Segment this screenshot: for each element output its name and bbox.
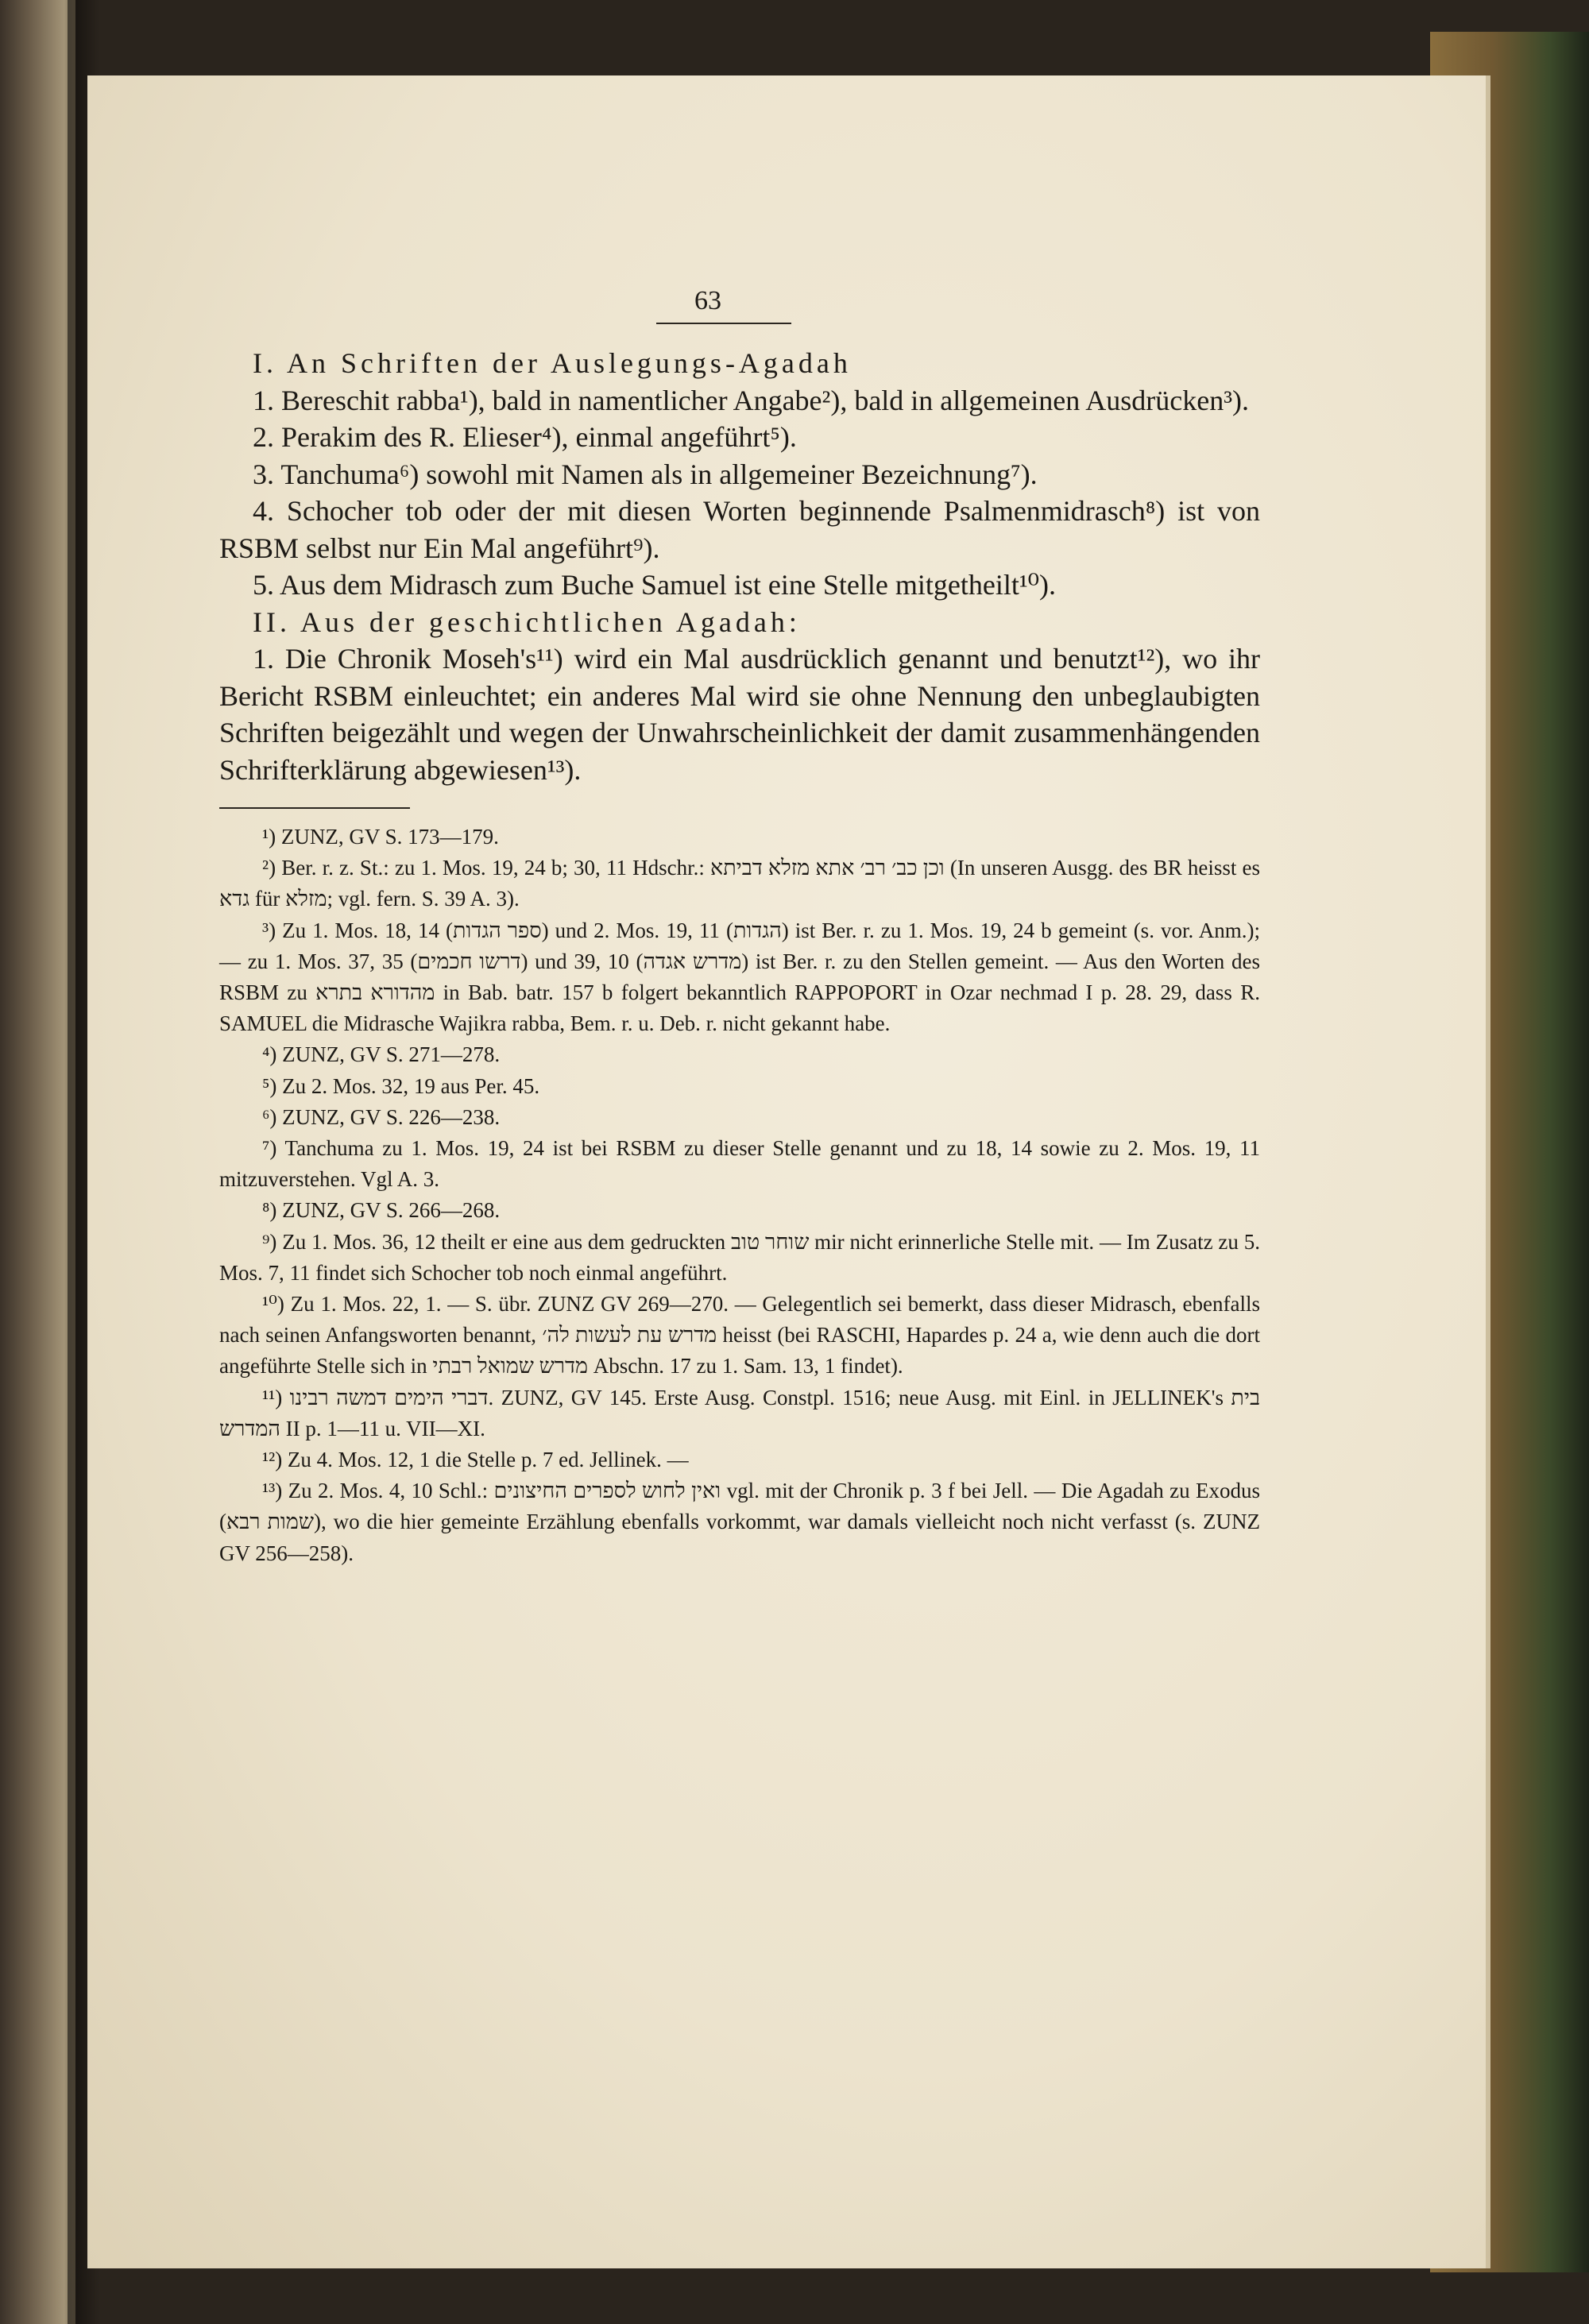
footnote: ³) Zu 1. Mos. 18, 14 (ספר הגדות) und 2. Mos. 19, 11 (הגדות) ist Ber. r. zu 1. Mos. 19, 24 b gemeint (s. vor. Anm.); — zu 1. Mos. 37, 35 (דרשו חכמים) und 39, 10 (מדרש אגדה) ist Ber. r. zu den Stellen gemeint. — Aus den Worten des RSBM zu מהדורא בתרא in Bab. batr. 157 b folgert bekanntlich RAPPOPORT in Ozar nechmad I p. 28. 29, dass R. SAMUEL die Midrasche Wajikra rabba, Bem. r. u. Deb. r. nicht gekannt habe.	[219, 918, 1261, 1036]
paragraph: 5. Aus dem Midrasch zum Buche Samuel ist eine Stelle mitgetheilt¹⁰).	[253, 569, 1057, 601]
footnote: ²) Ber. r. z. St.: zu 1. Mos. 19, 24 b; 30, 11 Hdschr.: וכן כב׳ רב׳ אתא מזלא דביתא (In unseren Ausgg. des BR heisst es גדא für מזלא; vgl. fern. S. 39 A. 3).	[219, 856, 1261, 911]
footnote: ¹⁰) Zu 1. Mos. 22, 1. — S. übr. ZUNZ GV 269—270. — Gelegentlich sei bemerkt, dass dieser Midrasch, ebenfalls nach seinen Anfangsworten benannt, מדרש עת לעשות לה׳ heisst (bei RASCHI, Hapardes p. 24 a, wie denn auch die dort angeführte Stelle sich in מדרש שמואל רבתי Abschn. 17 zu 1. Sam. 13, 1 findet).	[219, 1292, 1260, 1379]
main-text	[219, 345, 1260, 788]
paragraph: 4. Schocher tob oder der mit diesen Worten beginnende Psalmenmidrasch⁸) ist von RSBM selbst nur Ein Mal angeführt⁹).	[219, 495, 1260, 564]
footnote: ⁷) Tanchuma zu 1. Mos. 19, 24 ist bei RSBM zu dieser Stelle genannt und zu 18, 14 sowie zu 2. Mos. 19, 11 mitzuverstehen. Vgl A. 3.	[219, 1136, 1260, 1192]
footnotes	[219, 822, 1260, 1569]
facing-page-edge	[0, 0, 75, 2324]
footnote: ⁶) ZUNZ, GV S. 226—238.	[262, 1104, 501, 1129]
page-content	[219, 286, 1260, 1569]
section-heading-1: I. An Schriften der Auslegungs-Agadah	[253, 347, 852, 379]
paragraph: 3. Tanchuma⁶) sowohl mit Namen als in allgemeiner Bezeichnung⁷).	[253, 458, 1038, 490]
page-number-rule	[656, 323, 791, 324]
page-number: 63	[694, 286, 721, 315]
book-page	[87, 75, 1490, 2268]
section-heading-2: II. Aus der geschichtlichen Agadah:	[253, 605, 801, 638]
footnote: ¹²) Zu 4. Mos. 12, 1 die Stelle p. 7 ed. Jellinek. —	[262, 1448, 689, 1472]
footnote: ⁵) Zu 2. Mos. 32, 19 aus Per. 45.	[262, 1073, 540, 1098]
footnote: ¹³) Zu 2. Mos. 4, 10 Schl.: ואין לחוש לספרים החיצונים vgl. mit der Chronik p. 3 f bei Jell. — Die Agadah zu Exodus (שמות רבא), wo die hier gemeinte Erzählung ebenfalls vorkommt, war damals vielleicht noch nicht verfasst (s. ZUNZ GV 256—258).	[219, 1479, 1260, 1565]
footnote: ⁹) Zu 1. Mos. 36, 12 theilt er eine aus dem gedruckten שוחר טוב mir nicht erinnerliche Stelle mit. — Im Zusatz zu 5. Mos. 7, 11 findet sich Schocher tob noch einmal angeführt.	[219, 1229, 1260, 1285]
paragraph: 1. Die Chronik Moseh's¹¹) wird ein Mal ausdrücklich genannt und benutzt¹²), wo ihr Bericht RSBM einleuchtet; ein anderes Mal wird sie ohne Nennung den unbeglaubigten Schriften beigezählt und wegen der Unwahrscheinlichkeit der damit zusammenhängenden Schrifterklärung abgewiesen¹³).	[219, 643, 1260, 786]
footnote-separator	[219, 807, 410, 809]
paragraph: 1. Bereschit rabba¹), bald in namentlicher Angabe²), bald in allgemeinen Ausdrücken³).	[253, 384, 1249, 416]
footnote: ⁸) ZUNZ, GV S. 266—268.	[262, 1198, 501, 1223]
footnote: ¹¹) דברי הימים דמשה רבינו. ZUNZ, GV 145. Erste Ausg. Constpl. 1516; neue Ausg. mit Einl. in JELLINEK's בית המדרש II p. 1—11 u. VII—XI.	[219, 1385, 1260, 1440]
paragraph: 2. Perakim des R. Elieser⁴), einmal angeführt⁵).	[253, 421, 797, 453]
footnote: ¹) ZUNZ, GV S. 173—179.	[262, 825, 499, 849]
footnote: ⁴) ZUNZ, GV S. 271—278.	[262, 1042, 501, 1067]
